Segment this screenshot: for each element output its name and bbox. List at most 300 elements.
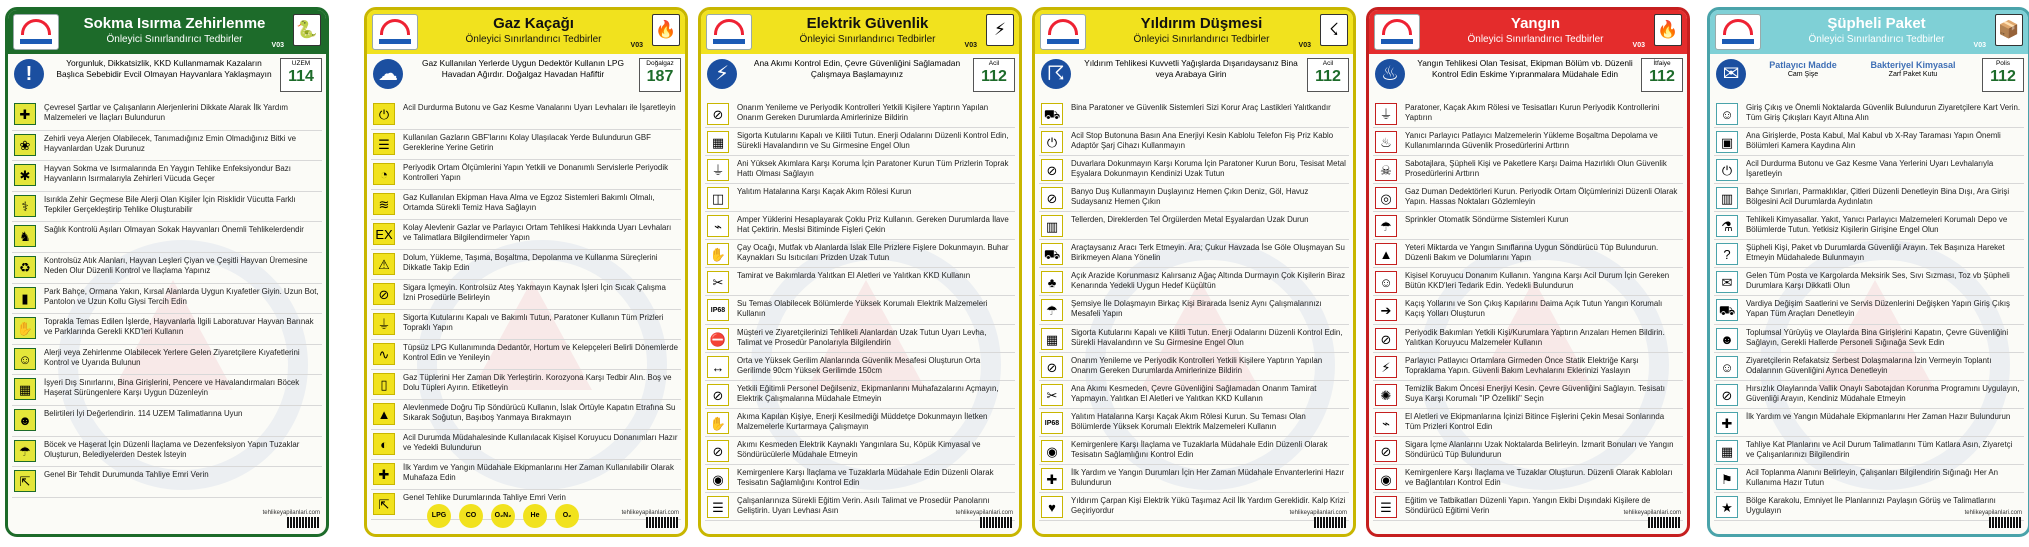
cigarette-icon: ⊘ — [1375, 440, 1397, 462]
measure-text: Ana Girişlerde, Posta Kabul, Mal Kabul vb X-Ray Taraması Yapın Önemli Bölümleri Kamera Kaydına Alın — [1746, 131, 2001, 151]
measure-text: Sprinkler Otomatik Söndürme Sistemleri Kurun — [1405, 215, 1569, 225]
measure-text: Gaz Kullanılan Ekipman Hava Alma ve Egzoz Sistemleri Bakımlı Olmalı, Ortamda Sürekli Temiz Hava Sağlayın — [403, 193, 655, 212]
chemical-icon: ⚗ — [1716, 215, 1738, 237]
cleaning-icon: ✺ — [1375, 384, 1397, 406]
measure-item — [1714, 240, 2024, 268]
card-title: Yangın — [1510, 15, 1561, 32]
fuse-icon: ▦ — [707, 131, 729, 153]
no-smoking-icon: ⊘ — [373, 283, 395, 305]
measure-text: Zehirli veya Alerjen Olabilecek, Tanımadığınız Emin Olmadığınız Bitki ve Hayvanlardan Uzak Durunuz — [44, 133, 297, 153]
intro-text: Ana Akımı Kontrol Edin, Çevre Güvenliğini Sağlamadan Çalışmaya Başlamayınız — [753, 58, 961, 79]
measure-text: Kolay Alevlenir Gazlar ve Parlayıcı Ortam Tehlikesi Hakkında Uyarı Levhaları ve Talimatlara Bilgilendirmeler Yapın — [403, 223, 672, 242]
emergency-label: Acil — [1322, 60, 1334, 67]
qr-code-icon — [1314, 517, 1346, 528]
measure-text: Yanıcı Parlayıcı Patlayıcı Malzemelerin Yükleme Boşaltma Depolama ve Kullanımlarında Güvenlik Prosedürlerini Arttırın — [1405, 131, 1658, 151]
measure-item — [12, 375, 322, 406]
measure-item — [705, 240, 1015, 268]
no-touch-icon: ⊘ — [1041, 159, 1063, 181]
meter-icon: ◔ — [373, 163, 395, 185]
measure-item — [371, 460, 681, 490]
measure-item — [1714, 212, 2024, 240]
measure-item — [1039, 296, 1349, 324]
version-label: V03 — [271, 42, 284, 49]
gas-badge-icon: O₂ — [555, 504, 579, 528]
measure-item — [1373, 240, 1683, 268]
card-header — [1369, 10, 1687, 54]
measure-text: Periyodik Ortam Ölçümlerini Yapın Yetkili ve Donanımlı Servislerle Periyodik Kontrolleri Yapın — [403, 163, 669, 182]
fence-icon: ▥ — [1041, 215, 1063, 237]
logo-bar — [1381, 39, 1413, 44]
emergency-label: Doğalgaz — [646, 60, 674, 67]
measure-text: Yeteri Miktarda ve Yangın Sınıflarına Uygun Söndürücü Tüp Bulundurun. Düzenli Bakım ve Dolumlarını Yapın — [1405, 243, 1659, 263]
measure-text: Tüpsüz LPG Kullanımında Dedantör, Hortum ve Kelepçeleri Belirli Dönemlerde Kontrol Edin ve Yenileyin — [403, 343, 678, 362]
rodent-icon: ◉ — [707, 468, 729, 490]
measure-text: Ziyaretçilerin Refakatsiz Serbest Dolaşmalarına İzin Vermeyin Toplantı Odalarının Güvenliğini Ayrıca Denetleyin — [1746, 355, 1992, 375]
logo-arc — [1723, 19, 1753, 35]
measure-item — [12, 284, 322, 315]
tree-icon: ♣ — [1041, 271, 1063, 293]
measure-text: Genel Tehlike Durumlarında Tahliye Emri Verin — [403, 493, 566, 502]
card-title: Şüpheli Paket — [1827, 15, 1926, 32]
measure-item — [1039, 353, 1349, 381]
measure-text: Ana Akımı Kesmeden, Çevre Güvenliğini Sağlamadan Onarım Tamirat Yapmayın. Yalıtkan El Aletleri ve Yalıtkan KKD Kullanın — [1071, 383, 1317, 403]
intro-icon: ♨ — [1375, 59, 1405, 89]
measure-item — [1039, 100, 1349, 128]
measure-item — [1039, 184, 1349, 212]
card-subtitle: Önleyici Sınırlandırıcı Tedbirler — [1467, 34, 1604, 45]
snake-icon: 🐍 — [293, 14, 321, 46]
measure-item — [1373, 156, 1683, 184]
card-title: Elektrik Güvenlik — [806, 15, 929, 32]
card-subtitle: Önleyici Sınırlandırıcı Tedbirler — [1808, 34, 1945, 45]
card-subtitle: Önleyici Sınırlandırıcı Tedbirler — [106, 34, 243, 45]
emergency-number-box — [639, 58, 681, 92]
logo-bar — [20, 39, 52, 44]
warning-icon: ⚠ — [373, 253, 395, 275]
card-header — [367, 10, 685, 54]
measure-text: Kontrolsüz Atık Alanları, Hayvan Leşleri Çiyan ve Çeşitli Hayvan Üremesine Neden Olur Düzenli Kontrol ve İlaçlama Yapınız — [44, 255, 308, 275]
hose-icon: ∿ — [373, 343, 395, 365]
lightning-icon: ☇ — [1320, 14, 1348, 46]
umbrella-icon: ☂ — [1041, 299, 1063, 321]
logo-arc — [1382, 19, 1412, 35]
measure-text: Böcek ve Haşerat İçin Düzenli İlaçlama ve Dezenfeksiyon Yapın Tuzaklar Oluşturun, Belediyelerden Destek İsteyin — [44, 439, 300, 459]
website-label: tehlikeyapilanlari.com — [1623, 510, 1681, 516]
first-aid-icon: ✚ — [373, 463, 395, 485]
measure-text: Periyodik Bakımları Yetkili Kişi/Kurumlara Yaptırın Arızaları Hemen Bildirin. Yalıtkan Koruyucu Malzemeler Kullanın — [1405, 327, 1665, 347]
measure-text: Kişisel Koruyucu Donanım Kullanın. Yangına Karşı Acil Durum İçin Gereken Bütün KKD'leri Tedarik Edin. Yedekli Bulundurun — [1405, 271, 1670, 291]
measure-item — [705, 353, 1015, 381]
emergency-label: Polis — [1995, 60, 2011, 67]
first-aid-icon: ✚ — [14, 103, 36, 125]
ex-icon: EX — [373, 223, 395, 245]
intro-tag-name: Patlayıcı Madde — [1769, 60, 1837, 70]
emergency-label: UZEM — [291, 60, 311, 67]
measure-item — [1039, 240, 1349, 268]
card-header — [1710, 10, 2028, 54]
measure-text: Şemsiye İle Dolaşmayın Birkaç Kişi Birarada İseniz Aynı Çalışmalarınızı Mesafeli Yapın — [1071, 299, 1322, 319]
measure-list — [1373, 100, 1683, 521]
ip68-icon: IP68 — [1041, 412, 1063, 434]
measure-text: Şüpheli Kişi, Paket vb Durumlarda Güvenliği Arayın. Tek Başınıza Hareket Etmeyin Müdahalede Bulunmayın — [1746, 243, 2005, 263]
measure-text: Acil Stop Butonuna Basın Ana Enerjiyi Kesin Kablolu Telefon Fiş Priz Kablo Adaptör Şarj Cihazı Kullanmayın — [1071, 131, 1334, 151]
logo — [1374, 14, 1420, 50]
logo — [1040, 14, 1086, 50]
no-access-icon: ⊘ — [707, 103, 729, 125]
no-touch-icon: ⊘ — [1375, 328, 1397, 350]
measure-item — [1714, 296, 2024, 324]
logo-arc — [714, 19, 744, 35]
measure-text: Sigara İçme Alanlarını Uzak Noktalarda Belirleyin. İzmarit Bonuları ve Yangın Söndürücü Tüp Bulundurun — [1405, 439, 1674, 459]
measure-item — [1373, 268, 1683, 296]
measure-item — [12, 192, 322, 223]
card-title: Yıldırım Düşmesi — [1140, 15, 1263, 32]
intro-panel — [371, 56, 681, 94]
measure-text: Akımı Kesmeden Elektrik Kaynaklı Yangınlara Su, Köpük Kimyasal ve Söndürücülerle Müdahale Etmeyin — [737, 439, 981, 459]
measure-text: Vardiya Değişim Saatlerini ve Servis Düzenlerini Değişken Yapın Giriş Çıkış Yapan Tüm Araçları Denetleyin — [1746, 299, 2010, 319]
measure-text: Yetkili Eğitimli Personel Değilseniz, Ekipmanlarını Muhafazalarını Açmayın, Elektrik Çalışmalarına Müdahale Etmeyin — [737, 383, 999, 403]
safety-card — [698, 7, 1022, 537]
measure-text: Onarım Yenileme ve Periyodik Kontrolleri Yetkili Kişilere Yaptırın Yapılan Onarım Gereken Durumlarda Amirlerinize Bildirin — [1071, 355, 1323, 375]
car-icon: ⛟ — [1041, 103, 1063, 125]
intro-text: Yangın Tehlikesi Olan Tesisat, Ekipman Bölüm vb. Düzenli Kontrol Edin Eskime Yıpranmalara Müdahale Edin — [1417, 58, 1633, 79]
intro-panel — [1039, 56, 1349, 94]
emergency-number: 187 — [646, 68, 674, 85]
measure-text: Toplumsal Yürüyüş ve Olaylarda Bina Girişlerini Kapatın, Çevre Güvenliğini Sağlayın, Gerekli Hallerde Personeli Sığınağa Sevk Edin — [1746, 327, 2009, 347]
qr-code-icon — [1648, 517, 1680, 528]
training-icon: ☰ — [1375, 496, 1397, 518]
measure-item — [1714, 156, 2024, 184]
measure-item — [371, 100, 681, 130]
measure-text: Dolum, Yükleme, Taşıma, Boşaltma, Depolanma ve Kullanma Süreçlerini Dikkatle Takip Edin — [403, 253, 658, 272]
no-open-icon: ⊘ — [707, 384, 729, 406]
measure-list — [371, 100, 681, 520]
measure-text: Kemirgenlere Karşı İlaçlama ve Tuzaklar Oluşturun. Düzenli Olarak Kabloları ve Bağlantıları Kontrol Edin — [1405, 467, 1673, 487]
measure-item — [1373, 184, 1683, 212]
measure-text: Gaz Tüplerini Her Zaman Dik Yerleştirin. Korozyona Karşı Tedbir Alın. Boş ve Dolu Tüpleri Ayırın. Etiketleyin — [403, 373, 672, 392]
ground-icon: ⏚ — [1375, 103, 1397, 125]
car-flood-icon: ⛟ — [1041, 243, 1063, 265]
card-header — [701, 10, 1019, 54]
sprinkler-icon: ☂ — [1375, 215, 1397, 237]
version-label: V03 — [630, 42, 643, 49]
safety-card — [364, 7, 688, 537]
emergency-number: 112 — [981, 68, 1007, 85]
measure-text: Alerji veya Zehirlenme Olabilecek Yerlere Gelen Ziyaretçilere Kıyafetlerini Kontrol ve Uyarıda Bulunun — [44, 347, 300, 367]
measure-text: Onarım Yenileme ve Periyodik Kontrolleri Yetkili Kişilere Yaptırın Yapılan Onarım Gereken Durumlarda Amirlerinize Bildirin — [737, 103, 989, 122]
gas-badge-icon: He — [523, 504, 547, 528]
exit-icon: ➔ — [1375, 299, 1397, 321]
fire-icon: 🔥 — [1654, 14, 1682, 46]
measure-text: Yıldırım Çarpan Kişi Elektrik Yükü Taşımaz Acil İlk Yardım Gereklidir. Kalp Krizi Geçiriyordur — [1071, 495, 1346, 515]
measure-item — [705, 268, 1015, 296]
measure-item — [1714, 128, 2024, 156]
measure-text: Giriş Çıkış ve Önemli Noktalarda Güvenlik Bulundurun Ziyaretçilere Kart Verin. Tüm Giriş Çıkışları Kayıt Altına Alın — [1746, 103, 2021, 122]
measure-item — [1373, 100, 1683, 128]
no-entry-icon: ⛔ — [707, 328, 729, 350]
measure-item — [12, 345, 322, 376]
intro-tag-sub: Cam Şişe — [1787, 71, 1819, 78]
measure-item — [705, 437, 1015, 465]
intro-panel — [12, 56, 322, 94]
intro-text: Gaz Kullanılan Yerlerde Uygun Dedektör Kullanın LPG Havadan Ağırdır. Doğalgaz Havadan Hafiftir — [421, 58, 625, 79]
measure-item — [12, 161, 322, 192]
card-header — [1035, 10, 1353, 54]
logo-arc — [21, 19, 51, 35]
measure-text: Çevresel Şartlar ve Çalışanların Alerjenlerini Dikkate Alarak İlk Yardım Malzemeleri ve İlaçları Bulundurun — [44, 103, 288, 122]
measure-text: Tamirat ve Bakımlarda Yalıtkan El Aletleri ve Yalıtkan KKD Kullanın — [737, 271, 971, 281]
distance-icon: ↔ — [707, 356, 729, 378]
measure-item — [371, 370, 681, 400]
measure-text: Sigorta Kutularını Kapalı ve Kilitli Tutun. Enerji Odalarını Düzenli Kontrol Edin, Sürekli Havalandırın ve Su Girmesine Engel Olun — [1071, 327, 1343, 347]
card-subtitle: Önleyici Sınırlandırıcı Tedbirler — [465, 34, 602, 45]
measure-item — [371, 340, 681, 370]
window-icon: ▦ — [14, 378, 36, 400]
measure-text: Parlayıcı Patlayıcı Ortamlara Girmeden Önce Statik Elektriğe Karşı Topraklama Yapın. Güvenli Bakım Levhalarını Eklerinizi Yaslayın — [1405, 355, 1639, 375]
measure-item — [371, 430, 681, 460]
measure-text: Su Temas Olabilecek Bölümlerde Yüksek Korumalı Elektrik Malzemeleri Kullanın — [737, 299, 988, 319]
emergency-number-box — [280, 58, 322, 92]
measure-item — [1039, 128, 1349, 156]
no-shower-icon: ⊘ — [1041, 187, 1063, 209]
measure-item — [705, 325, 1015, 353]
measure-item — [705, 296, 1015, 324]
police-icon: ★ — [1716, 496, 1738, 518]
measure-item — [1373, 437, 1683, 465]
measure-text: Açık Arazide Korunmasız Kalırsanız Ağaç Altında Durmayın Çok Kişilerin Biraz Kenarında Yedekli Uygun Hedef Küçültün — [1071, 271, 1346, 291]
fuse-icon: ▦ — [1041, 328, 1063, 350]
gloves-icon: ✋ — [14, 317, 36, 339]
measure-text: Paratoner, Kaçak Akım Rölesi ve Tesisatları Kurun Periyodik Kontrollerini Yaptırın — [1405, 103, 1660, 122]
logo-bar — [1722, 39, 1754, 44]
measure-item — [1714, 325, 2024, 353]
measure-text: Orta ve Yüksek Gerilim Alanlarında Güvenlik Mesafesi Oluşturun Orta Gerilimde 90cm Yüksek Gerilimde 150cm — [737, 355, 981, 375]
measure-text: Duvarlara Dokunmayın Karşı Koruma İçin Paratoner Kurun Boru, Tesisat Metal Eşyalara Dokunmayın Kendinizi Uzak Tutun — [1071, 159, 1346, 179]
version-label: V03 — [1973, 42, 1986, 49]
measure-item — [12, 467, 322, 498]
document-icon: ☰ — [373, 133, 395, 155]
intro-tag — [1758, 60, 1848, 79]
spray-icon: ☂ — [14, 440, 36, 462]
measure-text: Akıma Kapılan Kişiye, Enerji Kesilmediği Müddetçe Dokunmayın İletken Malzemelerle Kurtarmaya Çalışmayın — [737, 411, 988, 431]
intro-text: Yıldırım Tehlikesi Kuvvetli Yağışlarda Dışarıdaysanız Bina veya Arabaya Girin — [1084, 58, 1298, 79]
card-header — [8, 10, 326, 54]
measure-text: İlk Yardım ve Yangın Müdahale Ekipmanlarını Her Zaman Hazır Bulundurun — [1746, 411, 2011, 421]
card-footer — [1714, 508, 2024, 530]
detector-icon: ◎ — [1375, 187, 1397, 209]
emergency-label: İtfaiye — [1653, 60, 1671, 67]
rcd-icon: ◫ — [707, 187, 729, 209]
measure-item — [12, 314, 322, 345]
measure-item — [12, 253, 322, 284]
logo — [13, 14, 59, 50]
measure-list — [705, 100, 1015, 521]
measure-text: Çalışanlarınıza Sürekli Eğitim Verin. Asılı Talimat ve Prosedür Panolarını Geliştirin. Uyarı Levhası Asın — [737, 495, 990, 515]
measure-text: Sigorta Kutularını Kapalı ve Kilitli Tutun. Enerji Odalarını Düzenli Kontrol Edin, Sürekli Havalandırın ve Su Girmesine Engel Olun — [737, 131, 1009, 151]
measure-item — [371, 190, 681, 220]
emergency-number: 114 — [288, 68, 314, 85]
tools-icon: ✂ — [707, 271, 729, 293]
card-footer — [705, 508, 1015, 530]
dog-icon: ♞ — [14, 225, 36, 247]
intro-panel — [1714, 56, 2024, 94]
crowd-icon: ☻ — [1716, 328, 1738, 350]
tools-icon: ✂ — [1041, 384, 1063, 406]
measure-text: Gelen Tüm Posta ve Kargolarda Meksirik Ses, Sıvı Sızması, Toz vb Şüpheli Durumlara Karşı Dikkatli Olun — [1746, 271, 2010, 291]
visitor-icon: ☺ — [1716, 356, 1738, 378]
measure-text: Banyo Duş Kullanmayın Duşlayınız Hemen Çıkın Deniz, Göl, Havuz Sudaysanız Hemen Çıkın — [1071, 187, 1309, 207]
measure-text: Acil Toplanma Alanını Belirleyin, Çalışanları Bilgilendirin Sığınağı Her An Kullanıma Hazır Tutun — [1746, 467, 1999, 487]
no-access-icon: ⊘ — [1041, 356, 1063, 378]
measure-text: Hayvan Sokma ve Isırmalarında En Yaygın Tehlike Enfeksiyondur Bazı Hayvanların Isırmalarıyla Zehirleri Vücuda Geçer — [44, 164, 291, 184]
logo — [706, 14, 752, 50]
visitor-icon: ☺ — [14, 348, 36, 370]
measure-list — [1714, 100, 2024, 521]
measure-item — [1714, 353, 2024, 381]
measure-item — [1714, 381, 2024, 409]
boots-icon: ▮ — [14, 287, 36, 309]
website-label: tehlikeyapilanlari.com — [621, 510, 679, 516]
measure-item — [12, 100, 322, 131]
plant-icon: ❀ — [14, 134, 36, 156]
measure-text: Eğitim ve Tatbikatları Düzenli Yapın. Yangın Ekibi Dışındaki Kişilere de Söndürücü Eğitimi Verin — [1405, 495, 1651, 515]
measure-text: Acil Durumda Müdahalesinde Kullanılacak Kişisel Koruyucu Donanımları Hazır ve Yedekli Bulundurun — [403, 433, 678, 452]
intro-tag-sub: Zarf Paket Kutu — [1888, 71, 1938, 78]
measure-text: Sağlık Kontrolü Aşıları Olmayan Sokak Hayvanları Önemli Tehlikelerdendir — [44, 225, 304, 235]
emergency-number: 112 — [1649, 68, 1675, 85]
extinguisher-icon: ▲ — [1375, 243, 1397, 265]
rodent-icon: ◉ — [1375, 468, 1397, 490]
measure-text: Müşteri ve Ziyaretçilerinizi Tehlikeli Alanlardan Uzak Tutun Uyarı Levha, Talimat ve Prosedür Panolarıyla Bilgilendirin — [737, 327, 987, 347]
measure-text: Hırsızlık Olaylarında Vallik Onaylı Sabotajdan Korunma Programını Uygulayın, Güvenliği Arayın, Kendiniz Müdahale Etmeyin — [1746, 383, 2020, 403]
card-title: Gaz Kaçağı — [493, 15, 574, 32]
measure-text: Sigara İçmeyin. Kontrolsüz Ateş Yakmayın Kaynak İşleri İçin Sıcak Çalışma İzni Prosedürle Belirleyin — [403, 283, 666, 302]
gas-badge-icon: CO — [459, 504, 483, 528]
mosquito-icon: ✱ — [14, 164, 36, 186]
measure-text: İşyeri Dış Sınırlarını, Bina Girişlerini, Pencere ve Havalandırmaları Böcek Haşerat Sürüngenlere Karşı Uygun Düzenleyin — [44, 378, 300, 398]
fence-icon: ▥ — [1716, 187, 1738, 209]
website-label: tehlikeyapilanlari.com — [1964, 510, 2022, 516]
measure-item — [705, 409, 1015, 437]
measure-text: Park Bahçe, Ormana Yakın, Kırsal Alanlarda Uygun Kıyafetler Giyin. Uzun Bot, Pantolon ve Uzun Kollu Giysi Tercih Edin — [44, 286, 319, 306]
version-label: V03 — [964, 42, 977, 49]
measure-text: Araçtaysanız Aracı Terk Etmeyin. Ara; Çukur Havzada İse Göle Oluşmayan Su Birikmeyen Alana Yönelin — [1071, 243, 1345, 263]
measure-list — [1039, 100, 1349, 521]
safety-card — [5, 7, 329, 537]
evacuation-icon: ⇱ — [373, 493, 395, 515]
measure-text: Çay Ocağı, Mutfak vb Alanlarda Islak Elle Prizlere Fişlere Dokunmayın. Buhar Kaynakları Su Isıtıcıları Prizden Uzak Tutun — [737, 243, 1009, 263]
measure-text: Yalıtım Hatalarına Karşı Kaçak Akım Rölesi Kurun. Su Teması Olan Bölümlerde Yüksek Korumalı Elektrik Malzemeleri Kullanın — [1071, 411, 1306, 431]
no-touch-icon: ✋ — [707, 412, 729, 434]
socket-icon: ⏚ — [373, 313, 395, 335]
qr-code-icon — [646, 517, 678, 528]
stop-icon: ⏻ — [1716, 159, 1738, 181]
measure-text: Gaz Duman Dedektörleri Kurun. Periyodik Ortam Ölçümlerinizi Düzenli Olarak Yapın. Hassas Noktaları Gözlemleyin — [1405, 187, 1678, 207]
measure-item — [371, 250, 681, 280]
measure-item — [705, 156, 1015, 184]
measure-text: İlk Yardım ve Yangın Müdahale Ekipmanlarını Her Zaman Kullanılabilir Olarak Muhafaza Edin — [403, 463, 674, 482]
vehicle-icon: ⛟ — [1716, 299, 1738, 321]
measure-item — [1373, 353, 1683, 381]
static-icon: ⚡ — [1375, 356, 1397, 378]
mail-icon: ✉ — [1716, 271, 1738, 293]
measure-item — [371, 400, 681, 430]
intro-text: Yorgunluk, Dikkatsizlik, KKD Kullanmamak Kazaların Başlıca Sebebidir Evcil Olmayan Hayvanlara Yaklaşmayın — [56, 58, 272, 79]
package-icon: 📦 — [1995, 14, 2023, 46]
measure-item — [1039, 465, 1349, 493]
vent-icon: ≋ — [373, 193, 395, 215]
emergency-number-box — [1307, 58, 1349, 92]
ground-icon: ⏚ — [707, 159, 729, 181]
no-water-icon: ⊘ — [707, 440, 729, 462]
intro-icon: ☁ — [373, 59, 403, 89]
ip68-icon: IP68 — [707, 299, 729, 321]
card-footer — [371, 508, 681, 530]
wet-hand-icon: ✋ — [707, 243, 729, 265]
measure-item — [1714, 465, 2024, 493]
measure-text: Sabotajlara, Şüpheli Kişi ve Paketlere Karşı Daima Hazırlıklı Olun Güvenlik Prosedürlerini Arttırın — [1405, 159, 1667, 179]
measure-item — [1039, 381, 1349, 409]
measure-item — [1039, 156, 1349, 184]
logo-bar — [713, 39, 745, 44]
allergy-icon: ⚕ — [14, 195, 36, 217]
measure-item — [1714, 268, 2024, 296]
first-aid-icon: ✚ — [1716, 412, 1738, 434]
security-guard-icon: ☺ — [1716, 103, 1738, 125]
measure-item — [371, 280, 681, 310]
measure-item — [705, 100, 1015, 128]
intro-tag — [1868, 60, 1958, 79]
suspicious-icon: ☠ — [1375, 159, 1397, 181]
measure-item — [371, 160, 681, 190]
qr-code-icon — [287, 517, 319, 528]
cylinder-icon: ▯ — [373, 373, 395, 395]
emergency-label: Acil — [988, 60, 1000, 67]
logo-bar — [379, 39, 411, 44]
qr-code-icon — [980, 517, 1012, 528]
heart-icon: ♥ — [1041, 496, 1063, 518]
measure-item — [371, 310, 681, 340]
measure-text: Bina Paratoner ve Güvenlik Sistemleri Sizi Korur Araç Lastikleri Yalıtkandır — [1071, 103, 1331, 112]
measure-text: Belirtileri İyi Değerlendirin. 114 UZEM Talimatlarına Uyun — [44, 408, 243, 418]
xray-icon: ▣ — [1716, 131, 1738, 153]
logo-bar — [1047, 39, 1079, 44]
rodent-icon: ◉ — [1041, 440, 1063, 462]
measure-item — [1039, 409, 1349, 437]
measure-item — [1714, 184, 2024, 212]
measure-item — [12, 437, 322, 468]
measure-text: Kemirgenlere Karşı İlaçlama ve Tuzaklarla Müdahale Edin Düzenli Olarak Tesisatın Sağlamlığını Kontrol Edin — [737, 467, 994, 487]
measure-text: Tellerden, Direklerden Tel Örgülerden Metal Eşyalardan Uzak Durun — [1071, 215, 1309, 225]
plug-icon: ⌁ — [1375, 412, 1397, 434]
measure-item — [705, 184, 1015, 212]
ppe-icon: ◐ — [373, 433, 395, 455]
measure-item — [12, 406, 322, 437]
card-subtitle: Önleyici Sınırlandırıcı Tedbirler — [799, 34, 936, 45]
measure-text: Sigorta Kutularını Kapalı ve Bakımlı Tutun, Paratoner Kullanın Tüm Prizleri Topraklı Yapın — [403, 313, 664, 332]
measure-item — [1373, 212, 1683, 240]
plug-icon: ⌁ — [707, 215, 729, 237]
intro-panel — [1373, 56, 1683, 94]
measure-text: Bölge Karakolu, Emniyet İle Planlarınızı Paylaşın Görüş ve Talimatlarını Uygulayın — [1746, 495, 1996, 515]
measure-text: Acil Durdurma Butonu ve Gaz Kesme Vanalarını Uyarı Levhaları ile İşaretleyin — [403, 103, 676, 112]
flammable-icon: ♨ — [1375, 131, 1397, 153]
emergency-number-box — [1982, 58, 2024, 92]
measure-item — [1373, 128, 1683, 156]
emergency-number: 112 — [1315, 68, 1341, 85]
measure-text: Alevlenmede Doğru Tip Söndürücü Kullanın, İslak Örtüyle Kapatın Etrafına Su Sıkarak Soğutun, Başıboş Yanmaya Bırakmayın — [403, 403, 676, 422]
measure-text: Acil Durdurma Butonu ve Gaz Kesme Vana Yerlerini Uyarı Levhalarıyla İşaretleyin — [1746, 159, 1994, 179]
